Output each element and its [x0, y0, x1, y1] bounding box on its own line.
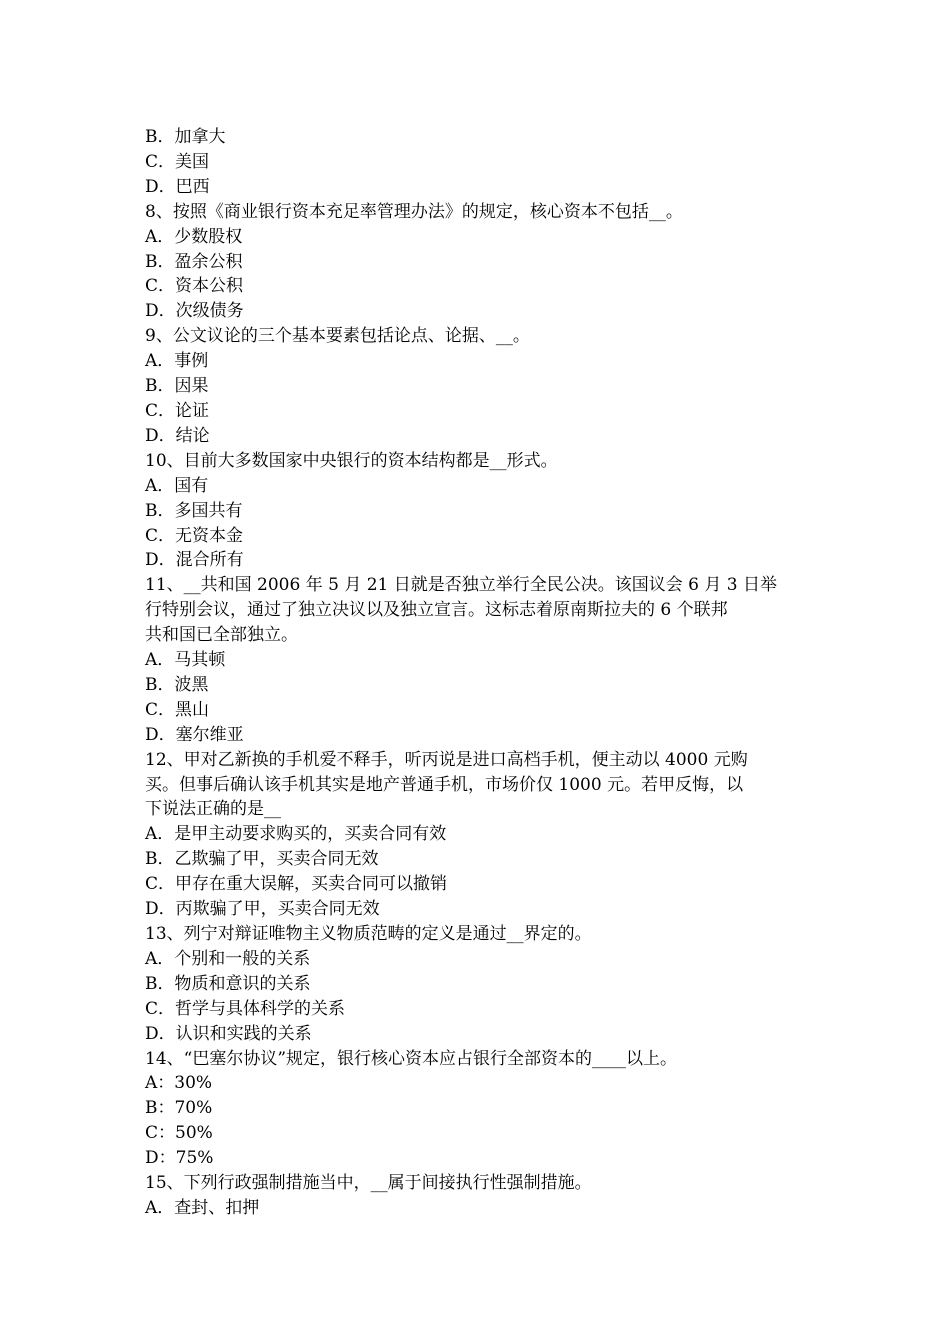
answer-option-line: C．甲存在重大误解，买卖合同可以撤销 — [145, 874, 448, 895]
answer-option-line: D．结论 — [145, 425, 210, 446]
answer-option-line: C．无资本金 — [145, 525, 244, 546]
answer-option-line: C：50% — [145, 1123, 213, 1144]
answer-option-line: D．混合所有 — [145, 550, 244, 571]
answer-option-line: D：75% — [145, 1148, 214, 1169]
question-text-line: 15、下列行政强制措施当中，__属于间接执行性强制措施。 — [145, 1173, 592, 1194]
question-text-line: 买。但事后确认该手机其实是地产普通手机，市场价仅 1000 元。若甲反悔，以 — [145, 774, 744, 795]
answer-option-line: D．丙欺骗了甲，买卖合同无效 — [145, 899, 380, 920]
answer-option-line: A．个别和一般的关系 — [145, 948, 311, 969]
question-text-line: 11、__共和国 2006 年 5 月 21 日就是否独立举行全民公决。该国议会 6 月 3 日举 — [145, 575, 778, 596]
answer-option-line: B．多国共有 — [145, 500, 243, 521]
answer-option-line: A．查封、扣押 — [145, 1197, 260, 1218]
answer-option-line: B：70% — [145, 1098, 213, 1119]
answer-option-line: B．乙欺骗了甲，买卖合同无效 — [145, 849, 379, 870]
answer-option-line: D．认识和实践的关系 — [145, 1023, 312, 1044]
answer-option-line: C．黑山 — [145, 699, 210, 720]
question-text-line: 12、甲对乙新换的手机爱不释手，听丙说是进口高档手机，便主动以 4000 元购 — [145, 749, 748, 770]
answer-option-line: A：30% — [145, 1073, 213, 1094]
answer-option-line: C．资本公积 — [145, 276, 244, 297]
answer-option-line: B．波黑 — [145, 674, 209, 695]
question-text-line: 下说法正确的是__ — [145, 799, 281, 820]
answer-option-line: C．哲学与具体科学的关系 — [145, 998, 346, 1019]
answer-option-line: B．盈余公积 — [145, 251, 243, 272]
question-text-line: 8、按照《商业银行资本充足率管理办法》的规定，核心资本不包括__。 — [145, 201, 683, 222]
answer-option-line: A．马其顿 — [145, 650, 226, 671]
answer-option-line: A．国有 — [145, 475, 209, 496]
document-page — [145, 125, 810, 1221]
answer-option-line: B．物质和意识的关系 — [145, 973, 311, 994]
answer-option-line: D．塞尔维亚 — [145, 724, 244, 745]
question-text-line: 13、列宁对辩证唯物主义物质范畴的定义是通过__界定的。 — [145, 924, 592, 944]
answer-option-line: B．加拿大 — [145, 127, 226, 147]
answer-option-line: A．是甲主动要求购买的，买卖合同有效 — [145, 824, 447, 845]
question-text-line: 9、公文议论的三个基本要素包括论点、论据、__。 — [145, 326, 530, 347]
answer-option-line: C．美国 — [145, 151, 210, 172]
question-text-line: 14、“巴塞尔协议”规定，银行核心资本应占银行全部资本的____以上。 — [145, 1048, 678, 1069]
answer-option-line: D．次级债务 — [145, 301, 244, 322]
question-text-line: 行特别会议，通过了独立决议以及独立宣言。这标志着原南斯拉夫的 6 个联邦 — [145, 600, 728, 621]
answer-option-line: B．因果 — [145, 376, 209, 397]
question-text-line: 共和国已全部独立。 — [145, 625, 298, 646]
answer-option-line: A．少数股权 — [145, 226, 243, 247]
answer-option-line: D．巴西 — [145, 176, 210, 197]
question-text-line: 10、目前大多数国家中央银行的资本结构都是__形式。 — [145, 450, 558, 471]
answer-option-line: A．事例 — [145, 351, 209, 372]
answer-option-line: C．论证 — [145, 400, 210, 421]
